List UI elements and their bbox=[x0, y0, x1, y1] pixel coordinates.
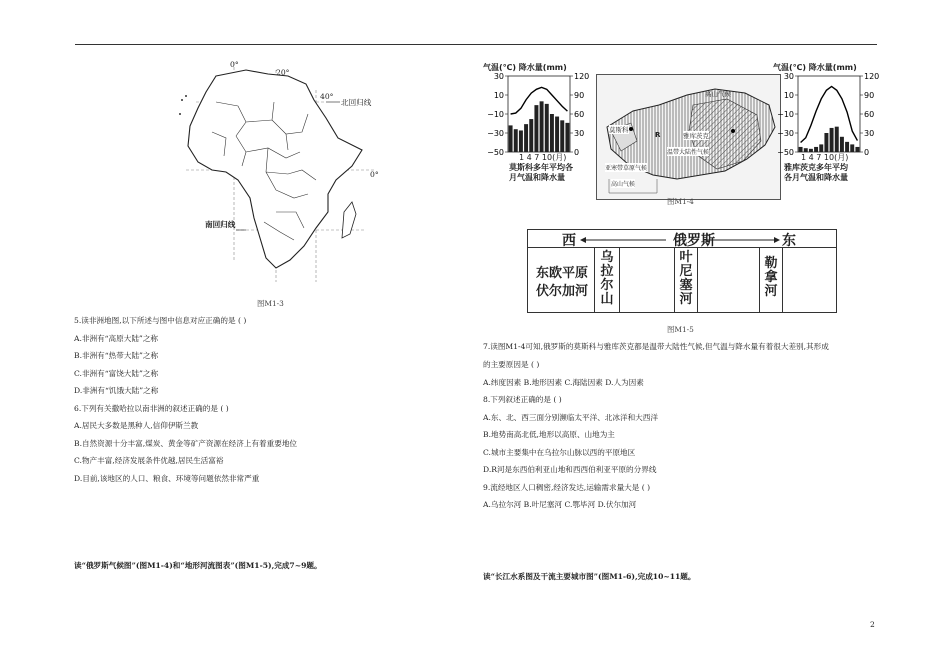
lena-2: 拿 bbox=[764, 270, 778, 285]
moscow-right-tick-label: 120 bbox=[574, 72, 590, 81]
map-label-r: R bbox=[655, 131, 661, 139]
yakutsk-plot-frame bbox=[798, 76, 860, 152]
moscow-caption-1: 莫斯科多年平均各 bbox=[509, 163, 573, 172]
q8-stem: 8.下列叙述正确的是 ( ) bbox=[483, 395, 562, 404]
intro-q10-11: 读“长江水系图及干流主要城市图”(图M1-6),完成10~11题。 bbox=[483, 572, 696, 581]
ural-3: 尔 bbox=[600, 278, 614, 293]
moscow-precip-bar bbox=[509, 125, 513, 152]
ural-4: 山 bbox=[600, 292, 614, 307]
yakutsk-precip-bar bbox=[835, 127, 839, 152]
moscow-chart-header: 气温(℃) 降水量(mm) bbox=[483, 63, 567, 72]
yakutsk-precip-bar bbox=[830, 128, 834, 152]
yakutsk-left-tick-label: −30 bbox=[777, 129, 794, 138]
yenisei-2: 尼 bbox=[679, 264, 693, 279]
label-equator: 0° bbox=[370, 170, 379, 179]
moscow-precip-bar bbox=[540, 101, 544, 152]
moscow-caption-2: 月气温和降水量 bbox=[509, 173, 565, 182]
lena-column bbox=[759, 247, 783, 312]
moscow-left-tick-label: −30 bbox=[487, 129, 504, 138]
yakutsk-caption-2: 各月气温和降水量 bbox=[784, 173, 848, 182]
q5-option-a: A.非洲有“高原大陆”之称 bbox=[74, 334, 159, 343]
q8-option-c: C.城市主要集中在乌拉尔山脉以西的平原地区 bbox=[483, 448, 636, 457]
table-header bbox=[528, 230, 836, 248]
yenisei-1: 叶 bbox=[679, 250, 693, 265]
label-lon20: 20° bbox=[276, 68, 290, 77]
moscow-precip-bar bbox=[514, 129, 518, 152]
moscow-precip-bar bbox=[519, 130, 523, 152]
q7-stem-2: 的主要原因是 ( ) bbox=[483, 360, 540, 369]
yakutsk-caption-1: 雅库茨克多年平均 bbox=[784, 163, 848, 172]
q8-option-d: D.R河是东西伯利亚山地和西西伯利亚平原的分界线 bbox=[483, 465, 657, 474]
q6-stem: 6.下列有关撒哈拉以南非洲的叙述正确的是 ( ) bbox=[74, 404, 229, 413]
russia-climate-map bbox=[596, 74, 781, 200]
yakutsk-right-tick-label: 60 bbox=[864, 110, 875, 119]
ural-1: 乌 bbox=[600, 250, 614, 265]
label-tropic-capricorn: 南回归线 bbox=[205, 220, 236, 229]
plain-label-1: 东欧平原 bbox=[536, 266, 589, 281]
moscow-left-tick-label: 30 bbox=[493, 72, 504, 81]
q6-option-c: C.物产丰富,经济发展条件优越,居民生活富裕 bbox=[74, 456, 224, 465]
ural-column bbox=[594, 247, 620, 312]
yenisei-3: 塞 bbox=[679, 278, 693, 293]
fig-m1-4-caption: 图M1-4 bbox=[667, 197, 694, 206]
q7-options: A.纬度因素 B.地形因素 C.海陆因素 D.人为因素 bbox=[483, 378, 644, 387]
lena-3: 河 bbox=[764, 284, 778, 299]
ural-2: 拉 bbox=[600, 264, 614, 279]
yakutsk-right-tick-label: 120 bbox=[864, 72, 880, 81]
yakutsk-right-tick-label: 90 bbox=[864, 91, 875, 100]
plain-label-2: 伏尔加河 bbox=[536, 284, 589, 299]
yakutsk-climate-chart bbox=[774, 72, 886, 162]
map-label-moscow: 莫斯科 bbox=[609, 126, 629, 134]
map-label-temperate: 温带大陆性气候 bbox=[667, 149, 710, 156]
moscow-left-tick-label: −50 bbox=[487, 148, 504, 157]
moscow-right-tick-label: 30 bbox=[574, 129, 585, 138]
moscow-right-tick-label: 60 bbox=[574, 110, 585, 119]
terrain-river-table bbox=[527, 229, 837, 313]
page-number: 2 bbox=[870, 620, 875, 629]
yakutsk-x-ticks: 1 4 7 10(月) bbox=[801, 153, 849, 162]
q9-options: A.乌拉尔河 B.叶尼塞河 C.鄂毕河 D.伏尔加河 bbox=[483, 500, 637, 509]
moscow-left-tick-label: −10 bbox=[487, 110, 504, 119]
moscow-right-tick-label: 90 bbox=[574, 91, 585, 100]
label-lon0: 0° bbox=[230, 60, 239, 69]
intro-q7-9: 读“俄罗斯气候图”(图M1-4)和“地形河流图表”(图M1-5),完成7~9题。 bbox=[74, 561, 322, 570]
q6-option-a: A.居民大多数是黑种人,信仰伊斯兰教 bbox=[74, 421, 199, 430]
map-label-yakutsk: 雅库茨克 bbox=[683, 132, 709, 140]
q7-stem-1: 7.读图M1-4可知,俄罗斯的莫斯科与雅库茨克都是温带大陆性气候,但气温与降水量有着很大差别,其形成 bbox=[483, 342, 829, 351]
header-rule bbox=[75, 44, 877, 45]
yakutsk-precip-bar bbox=[840, 137, 844, 152]
q9-stem: 9.流经地区人口稠密,经济发达,运输需求量大是 ( ) bbox=[483, 483, 651, 492]
map-label-tundra: 亚寒带草原气候 bbox=[605, 165, 648, 172]
moscow-precip-bar bbox=[550, 114, 554, 152]
label-east: 东 bbox=[782, 233, 796, 249]
moscow-climate-chart bbox=[484, 72, 596, 162]
q5-option-d: D.非洲有“饥饿大陆”之称 bbox=[74, 386, 159, 395]
fig-m1-3-caption: 图M1-3 bbox=[257, 299, 284, 308]
yakutsk-precip-bar bbox=[824, 133, 828, 152]
moscow-precip-bar bbox=[524, 124, 528, 152]
q8-option-b: B.地势南高北低,地形以高原、山地为主 bbox=[483, 430, 615, 439]
moscow-x-ticks: 1 4 7 10(月) bbox=[519, 153, 567, 162]
moscow-precip-bar bbox=[565, 123, 569, 152]
label-west: 西 bbox=[562, 233, 576, 249]
yakutsk-left-tick-label: 10 bbox=[783, 91, 794, 100]
moscow-precip-bar bbox=[529, 119, 533, 152]
moscow-precip-bar bbox=[560, 120, 564, 152]
yenisei-4: 河 bbox=[679, 292, 693, 307]
yakutsk-left-tick-label: 30 bbox=[783, 72, 794, 81]
label-tropic-cancer: 北回归线 bbox=[341, 98, 372, 107]
moscow-precip-bar bbox=[555, 117, 559, 152]
yakutsk-chart-header: 气温(℃) 降水量(mm) bbox=[773, 63, 857, 72]
yenisei-column bbox=[674, 247, 698, 312]
q5-option-b: B.非洲有“热带大陆”之称 bbox=[74, 351, 159, 360]
label-russia: 俄罗斯 bbox=[673, 233, 715, 249]
q6-option-b: B.自然资源十分丰富,煤炭、黄金等矿产资源在经济上有着重要地位 bbox=[74, 439, 298, 448]
yakutsk-precip-bar bbox=[819, 144, 823, 152]
lena-1: 勒 bbox=[764, 256, 778, 271]
fig-m1-5-caption: 图M1-5 bbox=[667, 325, 694, 334]
moscow-left-tick-label: 10 bbox=[493, 91, 504, 100]
q8-option-a: A.东、北、西三面分别濒临太平洋、北冰洋和大西洋 bbox=[483, 413, 658, 422]
map-label-highland: 高山气候 bbox=[611, 181, 636, 188]
yakutsk-right-tick-label: 0 bbox=[864, 148, 870, 157]
moscow-right-tick-label: 0 bbox=[574, 148, 580, 157]
yakutsk-left-tick-label: −10 bbox=[777, 110, 794, 119]
label-lon40: 40° bbox=[320, 92, 334, 101]
map-label-mountain: 高山气候 bbox=[705, 90, 731, 98]
yakutsk-precip-bar bbox=[845, 142, 849, 152]
yakutsk-left-tick-label: −50 bbox=[777, 148, 794, 157]
q5-option-c: C.非洲有“富饶大陆”之称 bbox=[74, 369, 159, 378]
q6-option-d: D.目前,该地区的人口、粮食、环境等问题依然非常严重 bbox=[74, 474, 260, 483]
africa-map bbox=[176, 62, 381, 292]
east-west-arrow bbox=[580, 236, 780, 244]
yakutsk-precip-bar bbox=[855, 147, 859, 152]
moscow-precip-bar bbox=[534, 105, 538, 152]
yakutsk-precip-bar bbox=[850, 144, 854, 152]
moscow-precip-bar bbox=[545, 104, 549, 152]
yakutsk-right-tick-label: 30 bbox=[864, 129, 875, 138]
q5-stem: 5.读非洲地图,以下所述与图中信息对应正确的是 ( ) bbox=[74, 316, 247, 325]
